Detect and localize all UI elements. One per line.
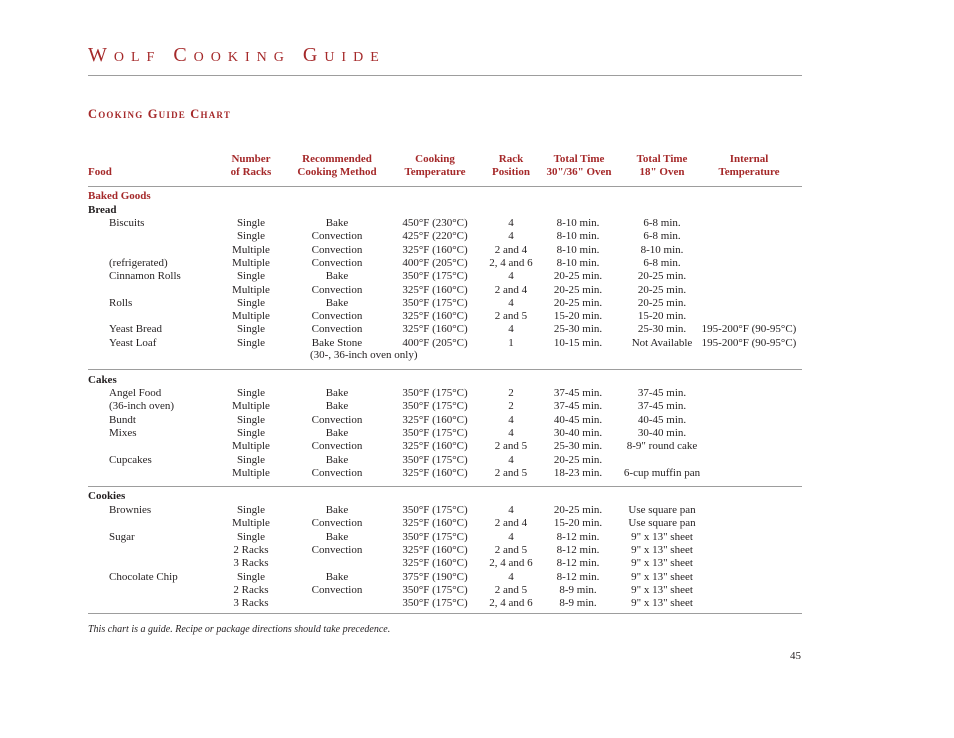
cell-rack-position: 4 (508, 230, 514, 243)
cell-rack-position: 2, 4 and 6 (489, 256, 533, 269)
cell-time-30-36: 8-12 min. (556, 543, 600, 556)
page-title: Wolf Cooking Guide (88, 44, 386, 66)
cell-rack-position: 2 and 4 (494, 283, 528, 296)
cell-rack-position: 2, 4 and 6 (489, 557, 533, 570)
cell-temperature: 350°F (175°C) (402, 583, 468, 596)
cell-rack-position: 2 and 5 (494, 466, 528, 479)
cell-rack-position: 4 (508, 296, 514, 309)
cell-method: Convection (311, 583, 363, 596)
cell-food: Cinnamon Rolls (109, 270, 181, 283)
cell-time-18: Not Available (631, 336, 693, 349)
table-row (0, 571, 954, 584)
cell-time-18: 9" x 13" sheet (631, 543, 693, 556)
cell-temperature: 400°F (205°C) (402, 336, 468, 349)
cell-rack-position: 4 (508, 426, 514, 439)
header-internal-temp: Internal Temperature (718, 153, 780, 178)
cell-rack-position: 4 (508, 453, 514, 466)
table-row (0, 217, 954, 230)
cell-racks: 2 Racks (233, 543, 269, 556)
cell-food: Yeast Loaf (109, 336, 157, 349)
cell-racks: Single (236, 504, 266, 516)
cell-time-30-36: 8-9 min. (559, 583, 597, 596)
cell-rack-position: 4 (508, 217, 514, 229)
cell-time-30-36: 20-25 min. (553, 504, 603, 516)
cell-food: Bundt (109, 413, 136, 426)
cell-temperature: 325°F (160°C) (402, 283, 468, 296)
table-note: (30-, 36-inch oven only) (310, 349, 418, 361)
cell-racks: Multiple (232, 283, 270, 296)
header-divider (88, 186, 802, 187)
cell-time-30-36: 30-40 min. (553, 426, 603, 439)
cell-racks: Multiple (232, 466, 270, 479)
header-rack-position: Rack Position (492, 153, 530, 178)
cell-temperature: 350°F (175°C) (402, 270, 468, 283)
cell-food: (refrigerated) (109, 256, 168, 269)
cell-method: Convection (311, 517, 363, 530)
table-row (0, 440, 954, 453)
cell-time-18: Use square pan (628, 517, 696, 530)
cell-method: Bake (325, 504, 349, 516)
cell-temperature: 350°F (175°C) (402, 400, 468, 413)
header-temperature: Cooking Temperature (404, 153, 466, 178)
cell-time-18: 15-20 min. (637, 310, 687, 323)
cell-rack-position: 4 (508, 323, 514, 336)
header-food: Food (88, 166, 112, 178)
cell-method: Bake (325, 453, 349, 466)
cell-time-30-36: 8-9 min. (559, 597, 597, 610)
cell-time-30-36: 15-20 min. (553, 310, 603, 323)
cell-time-18: 8-9" round cake (626, 440, 698, 453)
cell-racks: Single (236, 323, 266, 336)
cell-time-30-36: 25-30 min. (553, 323, 603, 336)
cell-time-30-36: 20-25 min. (553, 453, 603, 466)
cell-time-30-36: 8-12 min. (556, 557, 600, 570)
cell-time-18: 37-45 min. (637, 400, 687, 413)
table-row (0, 297, 954, 310)
cell-time-30-36: 8-10 min. (556, 243, 600, 256)
cell-time-18: 9" x 13" sheet (631, 597, 693, 610)
header-method: Recommended Cooking Method (297, 153, 377, 178)
cell-racks: Multiple (232, 400, 270, 413)
cell-time-30-36: 37-45 min. (553, 387, 603, 399)
cell-food: Brownies (109, 504, 152, 516)
cell-racks: 2 Racks (233, 583, 269, 596)
cell-method: Bake (325, 387, 349, 399)
cell-method: Bake (325, 570, 349, 583)
cell-temperature: 425°F (220°C) (402, 230, 468, 243)
cell-time-18: 9" x 13" sheet (631, 583, 693, 596)
cell-temperature: 325°F (160°C) (402, 557, 468, 570)
cell-temperature: 325°F (160°C) (402, 517, 468, 530)
cell-rack-position: 2, 4 and 6 (489, 597, 533, 610)
cell-racks: Multiple (232, 517, 270, 530)
cell-method: Convection (311, 243, 363, 256)
cell-temperature: 350°F (175°C) (402, 387, 468, 399)
cell-temperature: 325°F (160°C) (402, 323, 468, 336)
cell-method: Bake (325, 296, 349, 309)
cell-temperature: 350°F (175°C) (402, 453, 468, 466)
table-row (0, 517, 954, 530)
footnote: This chart is a guide. Recipe or package directions should take precedence. (88, 624, 391, 635)
cell-racks: 3 Racks (233, 557, 269, 570)
cell-temperature: 350°F (175°C) (402, 296, 468, 309)
cell-time-18: 9" x 13" sheet (631, 557, 693, 570)
cell-food: (36-inch oven) (109, 400, 175, 413)
cell-time-18: 6-8 min. (643, 217, 681, 229)
table-row (0, 310, 954, 323)
table-row (0, 387, 954, 400)
cell-rack-position: 2 and 5 (494, 543, 528, 556)
cell-temperature: 350°F (175°C) (402, 504, 468, 516)
cell-method: Bake (325, 270, 349, 283)
header-time-30-36: Total Time 30"/36" Oven (546, 153, 612, 178)
table-row (0, 504, 954, 517)
cell-method: Convection (311, 543, 363, 556)
table-row (0, 427, 954, 440)
cell-racks: Single (236, 270, 266, 283)
cell-time-18: 9" x 13" sheet (631, 570, 693, 583)
cell-temperature: 325°F (160°C) (402, 413, 468, 426)
cell-temperature: 400°F (205°C) (402, 256, 468, 269)
table-row (0, 270, 954, 283)
footer-divider (88, 613, 802, 614)
cell-method: Convection (311, 440, 363, 453)
cell-racks: Single (236, 453, 266, 466)
cell-rack-position: 2 and 5 (494, 583, 528, 596)
cell-racks: 3 Racks (233, 597, 269, 610)
cell-temperature: 325°F (160°C) (402, 440, 468, 453)
cell-time-30-36: 20-25 min. (553, 296, 603, 309)
cell-food: Angel Food (109, 387, 162, 399)
cell-method: Convection (311, 230, 363, 243)
table-row (0, 244, 954, 257)
cell-temperature: 375°F (190°C) (402, 570, 468, 583)
cell-time-30-36: 8-12 min. (556, 530, 600, 543)
section-divider (88, 486, 802, 487)
cell-time-18: 8-10 min. (640, 243, 684, 256)
category-cakes: Cakes (88, 374, 117, 386)
section-title: Cooking Guide Chart (88, 107, 232, 121)
cell-temperature: 325°F (160°C) (402, 310, 468, 323)
cell-racks: Single (236, 413, 266, 426)
header-time-18: Total Time 18" Oven (636, 153, 688, 178)
subcategory-bread: Bread (88, 204, 117, 216)
table-row (0, 337, 954, 350)
cell-rack-position: 2 and 5 (494, 310, 528, 323)
cell-rack-position: 2 and 4 (494, 243, 528, 256)
cell-internal-temp: 195-200°F (90-95°C) (701, 323, 797, 336)
cell-racks: Single (236, 387, 266, 399)
table-row (0, 284, 954, 297)
cell-time-18: 9" x 13" sheet (631, 530, 693, 543)
cell-time-18: 37-45 min. (637, 387, 687, 399)
table-row (0, 257, 954, 270)
cell-rack-position: 4 (508, 570, 514, 583)
table-row (0, 230, 954, 243)
page-number: 45 (790, 650, 801, 662)
cell-method: Convection (311, 466, 363, 479)
cell-racks: Single (236, 570, 266, 583)
table-row (0, 467, 954, 480)
cell-racks: Single (236, 336, 266, 349)
cell-time-18: 20-25 min. (637, 283, 687, 296)
cell-racks: Single (236, 217, 266, 229)
cell-time-18: 20-25 min. (637, 296, 687, 309)
cell-rack-position: 4 (508, 530, 514, 543)
cell-time-30-36: 18-23 min. (553, 466, 603, 479)
table-row (0, 584, 954, 597)
cell-food: Chocolate Chip (109, 570, 178, 583)
cell-rack-position: 2 and 4 (494, 517, 528, 530)
cell-rack-position: 4 (508, 504, 514, 516)
table-row (0, 414, 954, 427)
cell-rack-position: 2 and 5 (494, 440, 528, 453)
cell-racks: Single (236, 530, 266, 543)
cell-time-18: 40-45 min. (637, 413, 687, 426)
cell-time-30-36: 20-25 min. (553, 270, 603, 283)
title-divider (88, 75, 802, 76)
cell-time-18: 6-8 min. (643, 230, 681, 243)
cell-food: Rolls (109, 296, 133, 309)
cell-temperature: 325°F (160°C) (402, 466, 468, 479)
cell-rack-position: 4 (508, 413, 514, 426)
cell-racks: Multiple (232, 310, 270, 323)
cell-time-30-36: 8-12 min. (556, 570, 600, 583)
category-cookies: Cookies (88, 490, 126, 502)
section-divider (88, 369, 802, 370)
table-row (0, 557, 954, 570)
cell-method: Bake (325, 530, 349, 543)
cell-time-18: 6-8 min. (643, 256, 681, 269)
cell-method: Convection (311, 413, 363, 426)
cell-method: Convection (311, 310, 363, 323)
cell-temperature: 350°F (175°C) (402, 530, 468, 543)
table-row (0, 597, 954, 610)
table-row (0, 400, 954, 413)
cell-food: Yeast Bread (109, 323, 162, 336)
cell-racks: Single (236, 296, 266, 309)
cell-rack-position: 2 (508, 387, 514, 399)
cell-temperature: 350°F (175°C) (402, 426, 468, 439)
cell-time-30-36: 20-25 min. (553, 283, 603, 296)
cell-time-18: 25-30 min. (637, 323, 687, 336)
cell-time-30-36: 10-15 min. (553, 336, 603, 349)
cell-racks: Multiple (232, 243, 270, 256)
cell-racks: Single (236, 426, 266, 439)
cell-temperature: 325°F (160°C) (402, 543, 468, 556)
cell-time-18: 20-25 min. (637, 270, 687, 283)
table-row (0, 454, 954, 467)
cell-time-30-36: 8-10 min. (556, 230, 600, 243)
cell-food: Biscuits (109, 217, 145, 229)
cell-time-18: Use square pan (628, 504, 696, 516)
cell-time-30-36: 15-20 min. (553, 517, 603, 530)
cell-time-30-36: 8-10 min. (556, 256, 600, 269)
cell-temperature: 450°F (230°C) (402, 217, 468, 229)
cell-time-30-36: 25-30 min. (553, 440, 603, 453)
cell-racks: Multiple (232, 256, 270, 269)
cell-rack-position: 4 (508, 270, 514, 283)
cell-rack-position: 1 (508, 336, 514, 349)
table-row (0, 531, 954, 544)
cell-temperature: 350°F (175°C) (402, 597, 468, 610)
cell-food: Cupcakes (109, 453, 152, 466)
cell-food: Sugar (109, 530, 135, 543)
cell-method: Bake (325, 426, 349, 439)
cell-temperature: 325°F (160°C) (402, 243, 468, 256)
table-row (0, 323, 954, 336)
cell-time-18: 30-40 min. (637, 426, 687, 439)
cell-method: Bake (325, 217, 349, 229)
cell-method: Convection (311, 283, 363, 296)
header-racks: Number of Racks (230, 153, 272, 178)
cell-method: Bake Stone (311, 336, 363, 349)
category-baked-goods: Baked Goods (88, 190, 151, 202)
cell-time-30-36: 40-45 min. (553, 413, 603, 426)
cell-method: Bake (325, 400, 349, 413)
cell-time-18: 6-cup muffin pan (623, 466, 701, 479)
cell-rack-position: 2 (508, 400, 514, 413)
cell-racks: Single (236, 230, 266, 243)
cell-method: Convection (311, 323, 363, 336)
cell-method: Convection (311, 256, 363, 269)
cell-time-30-36: 8-10 min. (556, 217, 600, 229)
cell-time-30-36: 37-45 min. (553, 400, 603, 413)
cell-internal-temp: 195-200°F (90-95°C) (701, 336, 797, 349)
cell-food: Mixes (109, 426, 137, 439)
table-row (0, 544, 954, 557)
cell-racks: Multiple (232, 440, 270, 453)
